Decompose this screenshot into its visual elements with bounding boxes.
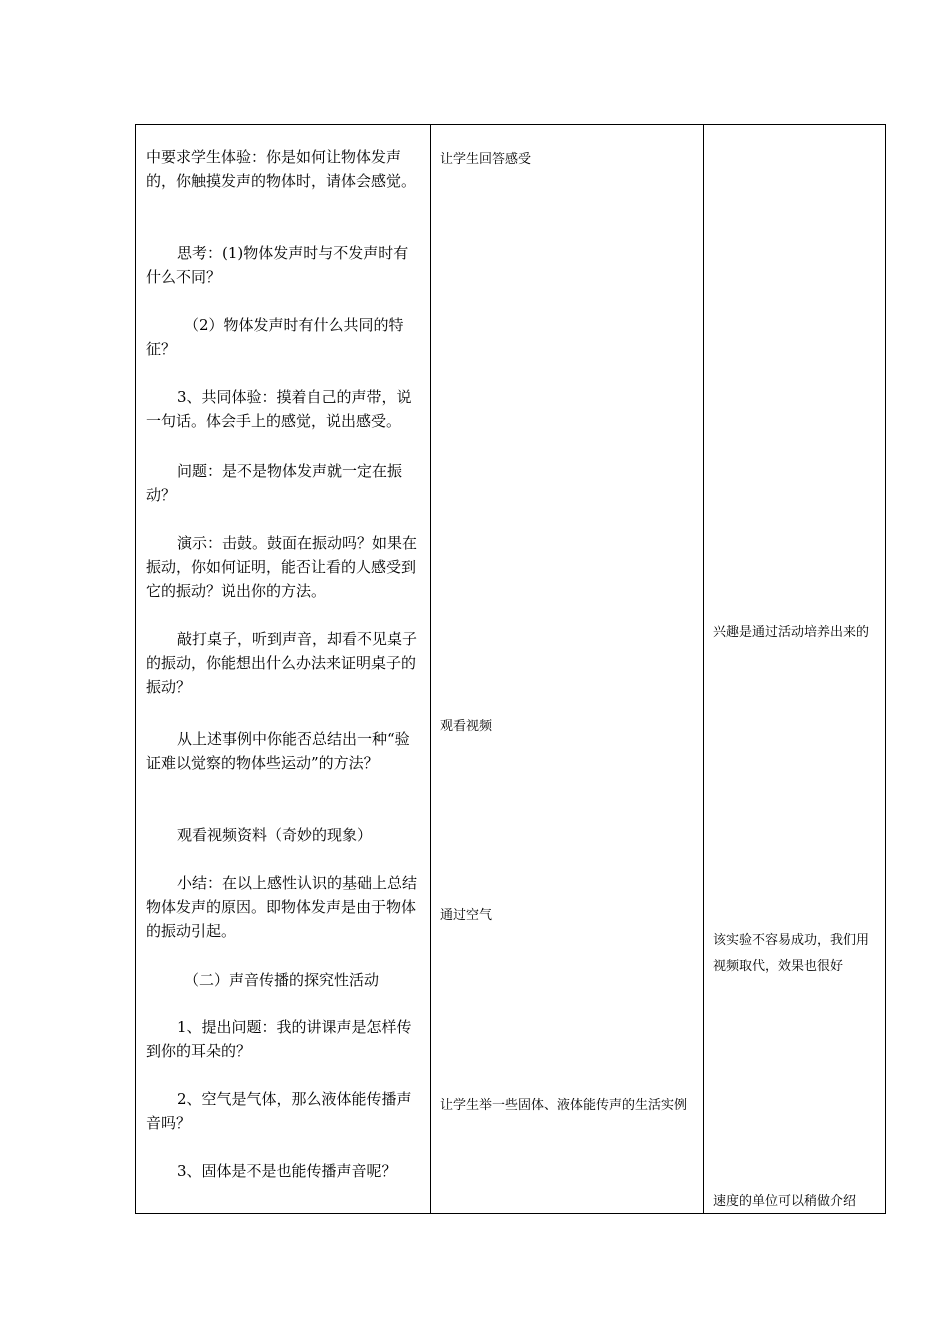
paragraph-watch-video: 观看视频资料（奇妙的现象） xyxy=(177,826,373,844)
paragraph-tap-table: 敲打桌子，听到声音，却看不见桌子的振动，你能想出什么办法来证明桌子的振动？ xyxy=(146,630,418,696)
paragraph-summary: 小结：在以上感性认识的基础上总结物体发声的原因。即物体发声是由于物体的振动引起。 xyxy=(146,874,418,940)
paragraph-question-1: 1、提出问题：我的讲课声是怎样传到你的耳朵的？ xyxy=(146,1018,412,1060)
remark-speed-unit: 速度的单位可以稍做介绍 xyxy=(713,1194,857,1209)
paragraph-summarize-method: 从上述事例中你能否总结出一种“验证难以觉察的物体些运动”的方法？ xyxy=(146,730,410,772)
paragraph-question-2: 2、空气是气体，那么液体能传播声音吗？ xyxy=(146,1090,412,1132)
paragraph-shared-experience: 3、共同体验：摸着自己的声带，说一句话。体会手上的感觉，说出感受。 xyxy=(146,388,412,430)
paragraph-demo-drum: 演示：击鼓。鼓面在振动吗？如果在振动，你如何证明，能否让看的人感受到它的振动？说出你的方法。 xyxy=(146,534,418,600)
section-heading-sound-propagation: （二）声音传播的探究性活动 xyxy=(184,971,380,989)
remark-interest: 兴趣是通过活动培养出来的 xyxy=(713,625,870,640)
lesson-table xyxy=(135,124,886,1214)
remark-experiment-video: 该实验不容易成功，我们用视频取代，效果也很好 xyxy=(713,933,870,974)
column-divider xyxy=(430,125,431,1213)
note-through-air: 通过空气 xyxy=(440,908,493,923)
note-give-examples: 让学生举一些固体、液体能传声的生活实例 xyxy=(440,1098,688,1113)
column-divider xyxy=(703,125,704,1213)
paragraph-question: 问题：是不是物体发声就一定在振动？ xyxy=(146,462,403,504)
paragraph-think-1: 思考：(1)物体发声时与不发声时有什么不同？ xyxy=(146,244,409,286)
paragraph-experience: 中要求学生体验：你是如何让物体发声的，你触摸发声的物体时，请体会感觉。 xyxy=(146,148,417,190)
note-watch-video: 观看视频 xyxy=(440,719,493,734)
note-answer-feelings: 让学生回答感受 xyxy=(440,152,532,167)
paragraph-think-2: （2）物体发声时有什么共同的特征？ xyxy=(146,316,404,358)
paragraph-question-3: 3、固体是不是也能传播声音呢？ xyxy=(177,1162,397,1180)
